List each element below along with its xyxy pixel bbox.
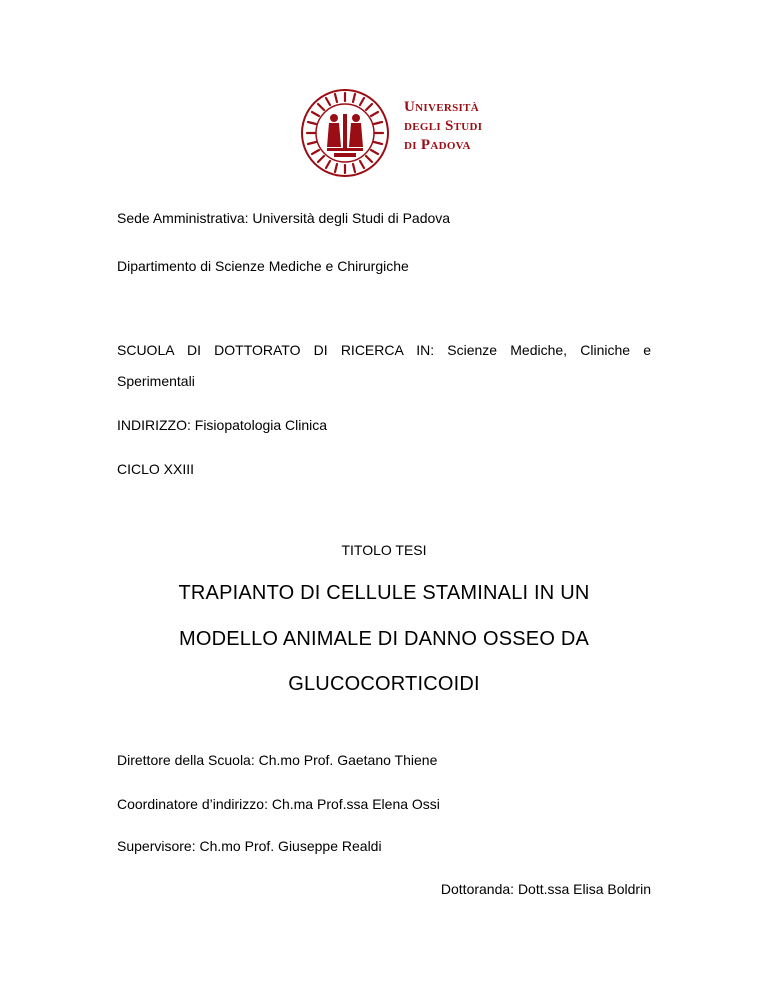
scuola-dottorato-line-2: Sperimentali <box>117 373 195 389</box>
titolo-tesi-label: TITOLO TESI <box>341 542 427 558</box>
sede-amministrativa: Sede Amministrativa: Università degli Studi di Padova <box>117 210 451 226</box>
supervisore: Supervisore: Ch.mo Prof. Giuseppe Realdi <box>117 838 382 854</box>
university-name-line-1: Università <box>404 99 479 115</box>
coordinatore-indirizzo: Coordinatore d’indirizzo: Ch.ma Prof.ssa Elena Ossi <box>117 796 440 812</box>
indirizzo: INDIRIZZO: Fisiopatologia Clinica <box>117 417 328 433</box>
university-seal-icon <box>300 88 390 178</box>
thesis-title-line-1: TRAPIANTO DI CELLULE STAMINALI IN UN <box>178 582 590 604</box>
university-name <box>404 98 482 155</box>
thesis-title-line-3: GLUCOCORTICOIDI <box>288 673 480 695</box>
dipartimento: Dipartimento di Scienze Mediche e Chirurgiche <box>117 258 409 274</box>
direttore-scuola: Direttore della Scuola: Ch.mo Prof. Gaetano Thiene <box>117 752 438 768</box>
university-logo <box>300 88 500 178</box>
scuola-dottorato-line-1: SCUOLA DI DOTTORATO DI RICERCA IN: Scienze Mediche, Cliniche e <box>117 342 651 358</box>
ciclo: CICLO XXIII <box>117 461 195 477</box>
university-name-line-2: degli Studi <box>404 118 483 134</box>
thesis-title-line-2: MODELLO ANIMALE DI DANNO OSSEO DA <box>178 628 590 650</box>
dottoranda: Dottoranda: Dott.ssa Elisa Boldrin <box>440 881 651 897</box>
university-name-line-3: di Padova <box>404 137 471 153</box>
